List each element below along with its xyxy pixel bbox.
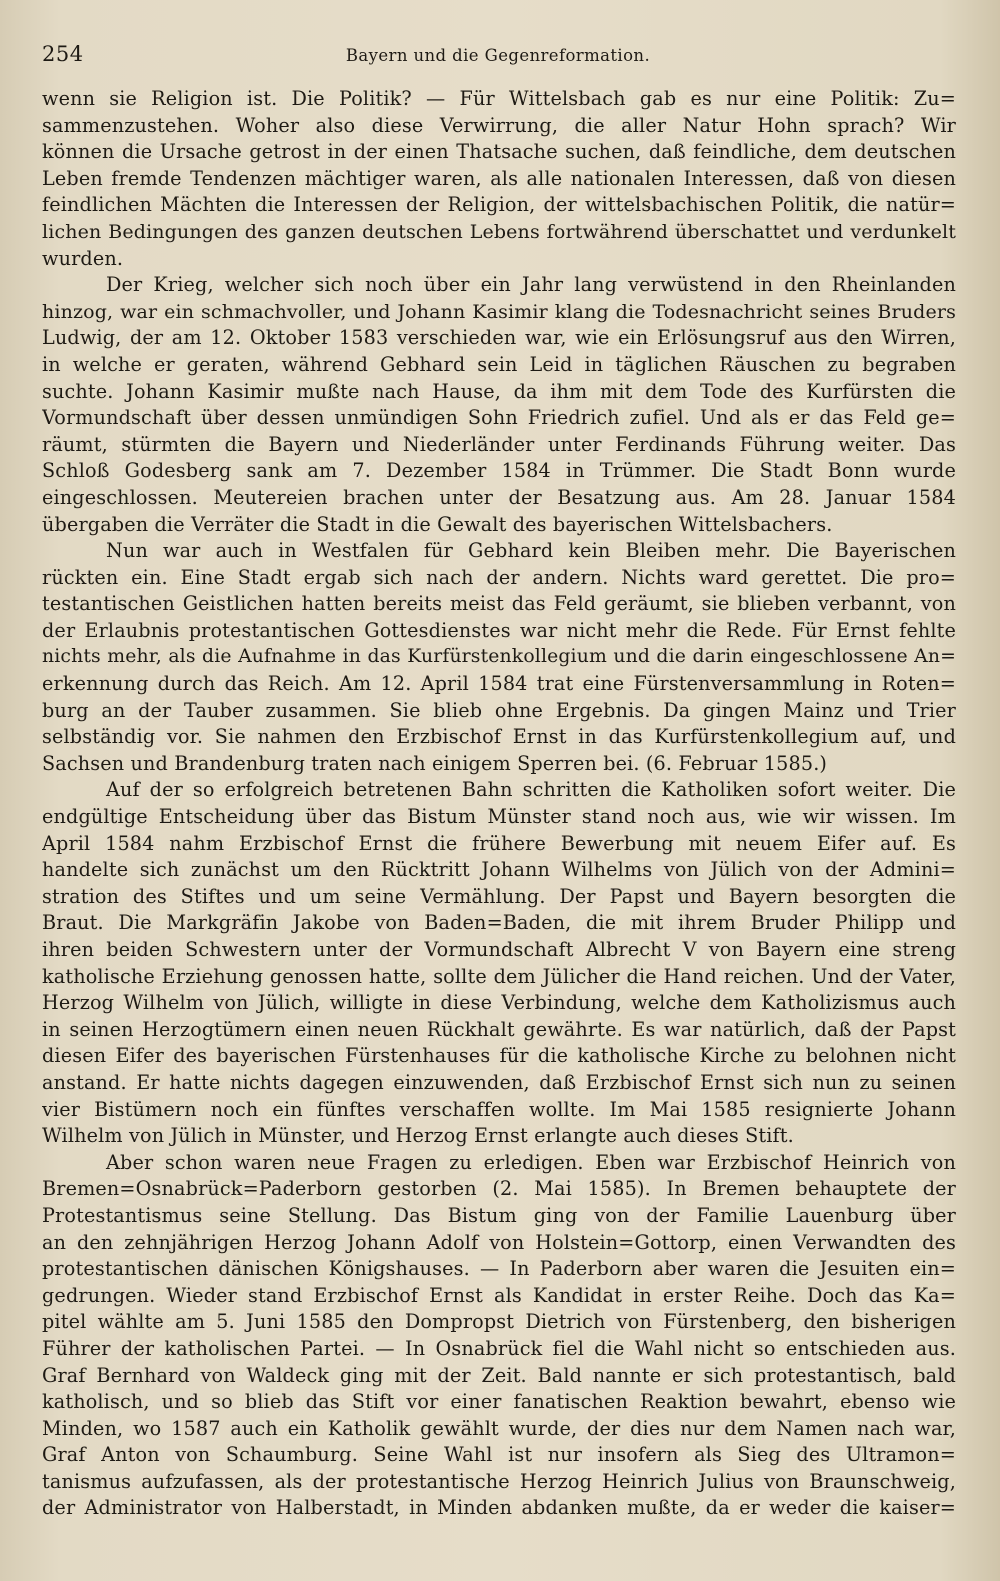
- text-line: stration des Stiftes und um seine Vermählung. Der Papst und Bayern besorgten die: [42, 884, 956, 908]
- text-line: nichts mehr, als die Aufnahme in das Kurfürstenkollegium und die darin eingeschlossene An=: [42, 646, 956, 668]
- text-line: Vormundschaft über dessen unmündigen Sohn Friedrich zufiel. Und als er das Feld ge=: [42, 406, 956, 430]
- text-line: katholische Erziehung genossen hatte, sollte dem Jülicher die Hand reichen. Und der Vater,: [42, 964, 956, 988]
- body-text: [42, 86, 956, 1522]
- text-line: der Administrator von Halberstadt, in Minden abdanken mußte, da er weder die kaiser=: [42, 1496, 956, 1520]
- text-line: Herzog Wilhelm von Jülich, willigte in diese Verbindung, welche dem Katholizismus auch: [42, 991, 956, 1015]
- page-header: [42, 42, 954, 76]
- text-line: Sachsen und Brandenburg traten nach einigem Sperren bei. (6. Februar 1585.): [42, 751, 828, 775]
- text-line: wurden.: [42, 246, 124, 270]
- text-line: erkennung durch das Reich. Am 12. April 1584 trat eine Fürstenversammlung in Roten=: [42, 672, 956, 696]
- text-line: burg an der Tauber zusammen. Sie blieb ohne Ergebnis. Da gingen Mainz und Trier: [42, 698, 956, 722]
- text-line: katholisch, und so blieb das Stift vor einer fanatischen Reaktion bewahrt, ebenso wie: [42, 1390, 956, 1414]
- running-title: Bayern und die Gegenreformation.: [345, 46, 651, 65]
- text-line: übergaben die Verräter die Stadt in die Gewalt des bayerischen Wittelsbachers.: [42, 512, 833, 536]
- text-line: diesen Eifer des bayerischen Fürstenhauses für die katholische Kirche zu belohnen nicht: [42, 1044, 956, 1068]
- text-line: in welche er geraten, während Gebhard sein Leid in täglichen Räuschen zu begraben: [42, 352, 956, 376]
- text-line: rückten ein. Eine Stadt ergab sich nach der andern. Nichts ward gerettet. Die pro=: [42, 565, 956, 589]
- text-line: in seinen Herzogtümern einen neuen Rückhalt gewährte. Es war natürlich, daß der Papst: [42, 1017, 956, 1041]
- text-line: Nun war auch in Westfalen für Gebhard kein Bleiben mehr. Die Bayerischen: [106, 539, 956, 563]
- text-line: Schloß Godesberg sank am 7. Dezember 1584 in Trümmer. Die Stadt Bonn wurde: [42, 459, 956, 483]
- text-line: Minden, wo 1587 auch ein Katholik gewählt wurde, der dies nur dem Namen nach war,: [42, 1416, 956, 1440]
- text-line: eingeschlossen. Meutereien brachen unter der Besatzung aus. Am 28. Januar 1584: [42, 485, 956, 509]
- text-line: lichen Bedingungen des ganzen deutschen Lebens fortwährend überschattet und verdunkelt: [42, 220, 956, 243]
- text-line: sammenzustehen. Woher also diese Verwirrung, die aller Natur Hohn sprach? Wir: [42, 113, 956, 137]
- text-line: an den zehnjährigen Herzog Johann Adolf von Holstein=Gottorp, einen Verwandten des: [42, 1230, 956, 1254]
- text-line: Bremen=Osnabrück=Paderborn gestorben (2. Mai 1585). In Bremen behauptete der: [42, 1177, 956, 1201]
- text-line: können die Ursache getrost in der einen Thatsache suchen, daß feindliche, dem deutschen: [42, 140, 956, 164]
- text-line: endgültige Entscheidung über das Bistum Münster stand noch aus, wie wir wissen. Im: [42, 805, 956, 829]
- text-line: Ludwig, der am 12. Oktober 1583 verschieden war, wie ein Erlösungsruf aus den Wirren,: [42, 326, 956, 350]
- text-line: vier Bistümern noch ein fünftes verschaffen wollte. Im Mai 1585 resignierte Johann: [42, 1097, 956, 1121]
- text-line: selbständig vor. Sie nahmen den Erzbischof Ernst in das Kurfürstenkollegium auf, und: [42, 725, 956, 749]
- text-line: protestantischen dänischen Königshauses. — In Paderborn aber waren die Jesuiten ein=: [42, 1257, 956, 1281]
- text-line: Braut. Die Markgräfin Jakobe von Baden=Baden, die mit ihrem Bruder Philipp und: [42, 911, 956, 935]
- text-line: Führer der katholischen Partei. — In Osnabrück fiel die Wahl nicht so entschieden aus.: [42, 1336, 956, 1360]
- text-line: wenn sie Religion ist. Die Politik? — Für Wittelsbach gab es nur eine Politik: Zu=: [42, 87, 956, 110]
- text-line: Der Krieg, welcher sich noch über ein Jahr lang verwüstend in den Rheinlanden: [106, 273, 956, 297]
- text-line: Protestantismus seine Stellung. Das Bistum ging von der Familie Lauenburg über: [42, 1203, 956, 1227]
- text-line: testantischen Geistlichen hatten bereits meist das Feld geräumt, sie blieben verbannt, von: [42, 592, 956, 616]
- text-line: Graf Anton von Schaumburg. Seine Wahl ist nur insofern als Sieg des Ultramon=: [42, 1443, 956, 1467]
- text-line: räumt, stürmten die Bayern und Niederländer unter Ferdinands Führung weiter. Das: [42, 432, 956, 456]
- text-line: Auf der so erfolgreich betretenen Bahn schritten die Katholiken sofort weiter. Die: [106, 778, 956, 802]
- text-line: anstand. Er hatte nichts dagegen einzuwenden, daß Erzbischof Ernst sich nun zu seinen: [42, 1070, 956, 1094]
- text-line: April 1584 nahm Erzbischof Ernst die frühere Bewerbung mit neuem Eifer auf. Es: [42, 831, 956, 855]
- text-line: suchte. Johann Kasimir mußte nach Hause, da ihm mit dem Tode des Kurfürsten die: [42, 379, 956, 403]
- text-line: gedrungen. Wieder stand Erzbischof Ernst als Kandidat in erster Reihe. Doch das Ka=: [42, 1283, 956, 1307]
- text-line: Graf Bernhard von Waldeck ging mit der Zeit. Bald nannte er sich protestantisch, bald: [42, 1363, 956, 1387]
- text-line: der Erlaubnis protestantischen Gottesdienstes war nicht mehr die Rede. Für Ernst fehlte: [42, 618, 956, 642]
- text-line: feindlichen Mächten die Interessen der Religion, der wittelsbachischen Politik, die natür=: [42, 193, 956, 217]
- text-line: pitel wählte am 5. Juni 1585 den Dompropst Dietrich von Fürstenberg, den bisherigen: [42, 1310, 956, 1334]
- text-line: tanismus aufzufassen, als der protestantische Herzog Heinrich Julius von Braunschweig,: [42, 1469, 956, 1493]
- text-line: Leben fremde Tendenzen mächtiger waren, als alle nationalen Interessen, daß von diesen: [42, 166, 956, 190]
- text-line: handelte sich zunächst um den Rücktritt Johann Wilhelms von Jülich von der Admini=: [42, 858, 956, 882]
- text-line: Wilhelm von Jülich in Münster, und Herzog Ernst erlangte auch dieses Stift.: [42, 1124, 794, 1148]
- text-line: ihren beiden Schwestern unter der Vormundschaft Albrecht V von Bayern eine streng: [42, 938, 956, 961]
- page-number: 254: [42, 42, 84, 66]
- text-line: hinzog, war ein schmachvoller, und Johann Kasimir klang die Todesnachricht seines Bruders: [42, 300, 956, 323]
- text-line: Aber schon waren neue Fragen zu erledigen. Eben war Erzbischof Heinrich von: [106, 1150, 956, 1174]
